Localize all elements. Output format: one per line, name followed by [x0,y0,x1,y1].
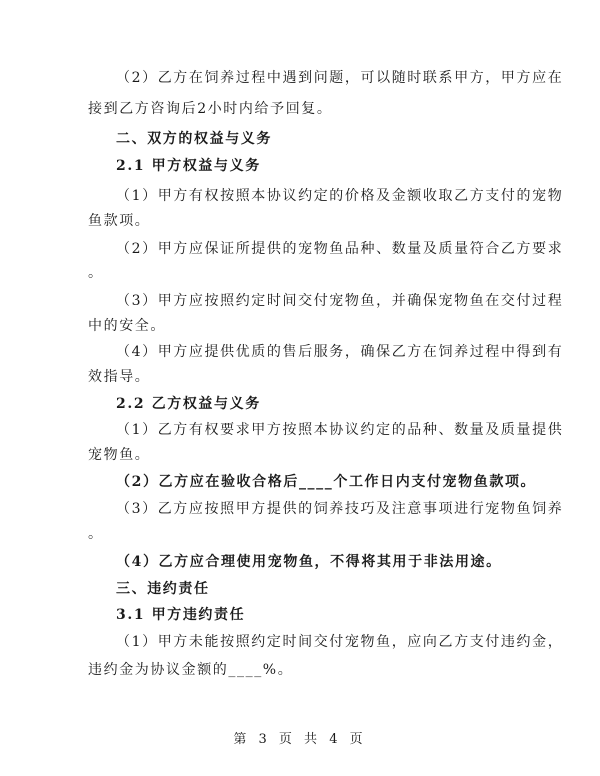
para-b4: （4）乙方应合理使用宠物鱼，不得将其用于非法用途。 [116,554,502,570]
para-b2: （2）乙方应在验收合格后____个工作日内支付宠物鱼款项。 [116,474,537,490]
para-2-2-line1: （2）乙方在饲养过程中遇到问题，可以随时联系甲方，甲方应在 [116,70,564,86]
para-a2-line2: 。 [88,265,104,281]
para-a3-line1: （3）甲方应按照约定时间交付宠物鱼，并确保宠物鱼在交付过程 [116,293,564,309]
para-a2-line1: （2）甲方应保证所提供的宠物鱼品种、数量及质量符合乙方要求 [116,241,564,257]
subsection-heading-3-1: 3.1 甲方违约责任 [116,607,246,623]
para-b3-line2: 。 [88,526,104,542]
para-a1-line2: 鱼款项。 [88,213,151,229]
section-heading-2: 二、双方的权益与义务 [116,131,272,147]
subsection-heading-2-1: 2.1 甲方权益与义务 [116,158,261,174]
section-heading-3: 三、违约责任 [116,581,210,597]
subsection-heading-2-2: 2.2 乙方权益与义务 [116,396,261,412]
para-a4-line1: （4）甲方应提供优质的售后服务，确保乙方在饲养过程中得到有 [116,344,564,360]
para-b3-line1: （3）乙方应按照甲方提供的饲养技巧及注意事项进行宠物鱼饲养 [116,501,564,517]
para-a4-line2: 效指导。 [88,369,151,385]
para-b1-line2: 宠物鱼。 [88,447,151,463]
para-a3-line2: 中的安全。 [88,318,166,334]
para-c1-line2: 违约金为协议金额的____%。 [88,662,294,678]
para-c1-line1: （1）甲方未能按照约定时间交付宠物鱼，应向乙方支付违约金， [116,634,564,650]
para-2-2-line2: 接到乙方咨询后2小时内给予回复。 [88,101,333,117]
page-number-footer: 第 3 页 共 4 页 [233,732,367,747]
para-b1-line1: （1）乙方有权要求甲方按照本协议约定的品种、数量及质量提供 [116,422,564,438]
para-a1-line1: （1）甲方有权按照本协议约定的价格及金额收取乙方支付的宠物 [116,188,564,204]
